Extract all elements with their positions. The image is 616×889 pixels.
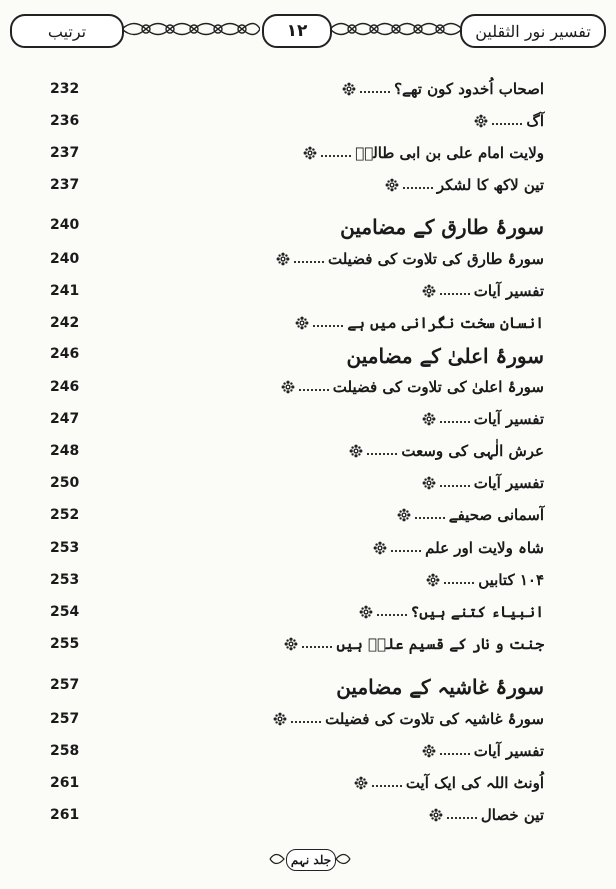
page-footer [268,846,352,872]
toc-entry-row [0,535,616,561]
flower-bullet-icon [295,316,309,330]
page-reference: 248 [50,443,80,459]
page-reference: 257 [50,677,80,693]
toc-entry [397,502,544,528]
toc-entry-row [0,738,616,764]
toc-entry [303,140,544,166]
page-reference: 247 [50,411,80,427]
dotted-leader [377,614,407,616]
entry-title: تفسیر آیات [473,410,544,428]
page-reference: 250 [50,475,80,491]
toc-entry-row [0,631,616,657]
flower-bullet-icon [422,744,436,758]
entry-title: اُونٹ اللہ کی ایک آیت [405,774,544,792]
page-reference: 237 [50,145,80,161]
flower-bullet-icon [373,541,387,555]
entry-title: تین خصال [480,806,544,824]
section-heading-row [0,672,616,698]
dotted-leader [440,293,470,295]
flower-bullet-icon [354,776,368,790]
flower-bullet-icon [303,146,317,160]
section-heading-row [0,341,616,367]
toc-entry-row [0,246,616,272]
section-heading: سورۂ طارق کے مضامین [340,215,544,239]
toc-entry-row [0,310,616,336]
toc-entry-row [0,770,616,796]
dotted-leader [302,646,332,648]
dotted-leader [367,453,397,455]
toc-entry-row [0,406,616,432]
toc-entry [426,567,544,593]
toc-entry-row [0,438,616,464]
flower-bullet-icon [422,476,436,490]
page-reference: 252 [50,507,80,523]
dotted-leader [447,817,477,819]
volume-label: جلد نہم [286,849,336,871]
toc-entry [281,374,544,400]
page-reference: 240 [50,217,80,233]
toc-entry-row [0,470,616,496]
entry-title: اصحاب اُخدود کون تھے؟ [394,80,544,98]
page-reference: 232 [50,81,80,97]
dotted-leader [415,517,445,519]
toc-entry-row [0,172,616,198]
page-reference: 261 [50,807,80,823]
entry-title: جنت و نار کے قسیم علیؑ ہیں [336,635,544,653]
dotted-leader [294,261,324,263]
book-title: تفسیر نور الثقلین [460,14,606,48]
page-header [10,10,606,50]
toc-entry-row [0,140,616,166]
entry-title: شاہ ولایت اور علم [425,539,544,557]
entry-title: سورۂ غاشیہ کی تلاوت کی فضیلت [325,710,544,728]
entry-title: آگ [526,112,544,130]
page-reference: 261 [50,775,80,791]
toc-entry [373,535,544,561]
entry-title: انسان سخت نگرانی میں ہے [347,314,544,332]
page-reference: 241 [50,283,80,299]
toc-entry [474,108,544,134]
entry-title: تفسیر آیات [473,282,544,300]
dotted-leader [440,485,470,487]
section-label: ترتیب [10,14,124,48]
flower-bullet-icon [284,637,298,651]
toc-entry-row [0,802,616,828]
toc-entry-row [0,502,616,528]
flower-bullet-icon [422,412,436,426]
toc-entry [429,802,544,828]
page-reference: 236 [50,113,80,129]
page-reference: 255 [50,636,80,652]
page-reference: 240 [50,251,80,267]
toc-entry [342,76,544,102]
dotted-leader [291,721,321,723]
toc-entry [295,310,544,336]
toc-entry-row [0,108,616,134]
dotted-leader [299,389,329,391]
flower-bullet-icon [426,573,440,587]
dotted-leader [321,155,351,157]
flower-bullet-icon [474,114,488,128]
page-reference: 254 [50,604,80,620]
toc-entry-row [0,599,616,625]
entry-title: ولایت امام علی بن ابی طالبؑ [355,144,544,162]
flower-bullet-icon [342,82,356,96]
toc-entry [349,438,544,464]
dotted-leader [440,753,470,755]
section-heading: سورۂ غاشیہ کے مضامین [336,675,544,699]
entry-title: سورۂ طارق کی تلاوت کی فضیلت [327,250,544,268]
section-heading: سورۂ اعلیٰ کے مضامین [346,344,544,368]
toc-entry-row [0,374,616,400]
flower-bullet-icon [385,178,399,192]
toc-entry [385,172,544,198]
toc-entry [276,246,544,272]
entry-title: تفسیر آیات [473,742,544,760]
floral-border-icon [122,14,260,44]
entry-title: تفسیر آیات [473,474,544,492]
dotted-leader [403,187,433,189]
toc-entry [422,278,544,304]
entry-title: ۱۰۴ کتابیں [478,571,544,589]
dotted-leader [440,421,470,423]
flower-bullet-icon [429,808,443,822]
page-reference: 242 [50,315,80,331]
page-reference: 257 [50,711,80,727]
toc-entry-row [0,567,616,593]
page-reference: 253 [50,572,80,588]
page-reference: 253 [50,540,80,556]
page-reference: 258 [50,743,80,759]
entry-title: آسمانی صحیفے [448,506,544,524]
toc-entry [359,599,545,625]
entry-title: انبیاء کتنے ہیں؟ [410,603,544,621]
toc-entry [273,706,544,732]
toc-entry [284,631,544,657]
flower-bullet-icon [349,444,363,458]
dotted-leader [444,582,474,584]
toc-entry-row [0,76,616,102]
dotted-leader [313,325,343,327]
entry-title: سورۂ اعلیٰ کی تلاوت کی فضیلت [332,378,544,396]
section-heading-row [0,212,616,238]
page-reference: 237 [50,177,80,193]
page-reference: 246 [50,379,80,395]
toc-entry [354,770,544,796]
dotted-leader [391,550,421,552]
page-reference: 246 [50,346,80,362]
entry-title: تین لاکھ کا لشکر [436,176,544,194]
toc-entry-row [0,706,616,732]
flower-bullet-icon [273,712,287,726]
toc-entry [422,738,544,764]
toc-entry [422,406,544,432]
flower-bullet-icon [281,380,295,394]
floral-border-icon [330,14,462,44]
flower-bullet-icon [422,284,436,298]
dotted-leader [372,785,402,787]
entry-title: عرش الٰہی کی وسعت [401,442,544,460]
dotted-leader [492,123,522,125]
flower-bullet-icon [397,508,411,522]
page-number: ۱۲ [262,14,332,48]
toc-entry-row [0,278,616,304]
dotted-leader [360,91,390,93]
flower-bullet-icon [359,605,373,619]
flower-bullet-icon [276,252,290,266]
toc-entry [422,470,544,496]
